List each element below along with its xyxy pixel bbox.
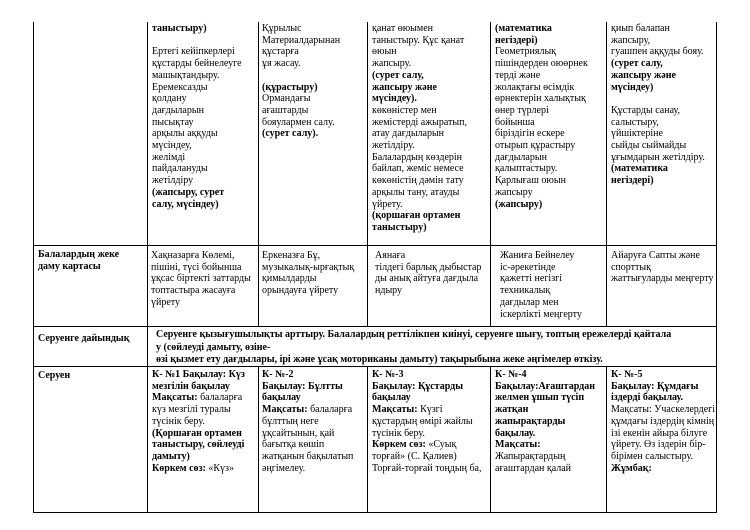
cell-line: құмдағы іздердің кімнің — [611, 415, 715, 427]
cell-line: машықтандыру. — [152, 69, 220, 81]
cell-line: Мақсаты: Учаскелердегі — [611, 404, 715, 416]
cell-line: техникалық — [500, 285, 551, 297]
cell-line: бақылау. — [495, 427, 536, 439]
cell-line: атау дағдыларын — [372, 128, 445, 140]
cell-line: Жаниға Бейнелеу — [500, 250, 575, 261]
cell-line: (жапсыру, сурет — [152, 186, 225, 198]
cell-line: бойынша — [495, 116, 535, 128]
cell-line: ндыру — [375, 285, 403, 297]
cell-line: құстарды бейнелеуге — [152, 58, 242, 70]
cell-line: сыйды сыймайды — [611, 140, 687, 152]
cell-line: торғай» (С. Қалиев) — [372, 450, 457, 462]
cell-line: Бақылау: Бұлтты — [262, 380, 343, 392]
cell-line: өрнектерін халықтық — [495, 93, 586, 105]
walk-cell-2 — [262, 369, 365, 512]
cell-line: Еркеназға Бұ, — [262, 250, 321, 261]
cell-line: көкөністер мен — [372, 104, 437, 116]
cell-line: Еремексазды — [152, 81, 208, 93]
walk-cell-5 — [611, 369, 715, 512]
cell-line: күз мезгілі туралы — [152, 404, 231, 416]
cell-line: ұғымдарын жетілдіру. — [611, 151, 705, 163]
cell-line: таныстыру) — [152, 23, 207, 34]
cell-line: ұқсас біртекті заттарды — [151, 273, 251, 285]
cell-line: (математика — [495, 23, 552, 34]
cell-line: Материалдарынан — [262, 34, 341, 46]
cell-line: қимылдарды — [262, 273, 317, 285]
cell-line — [372, 439, 488, 451]
cell-line: жапсыру, — [611, 34, 651, 46]
cell-line: орындауға үйрету — [262, 285, 339, 297]
development-cell-2 — [262, 250, 365, 297]
cell-line: Балалардың көздерін — [372, 151, 463, 163]
column-divider-4b — [490, 366, 491, 513]
cell-line: бағытқа көшіп — [262, 439, 325, 451]
development-row-heading — [38, 249, 119, 273]
cell-line: мүсіндеу). — [372, 93, 417, 105]
walk-row-heading — [38, 370, 70, 382]
table-border-bottom — [33, 512, 717, 513]
activities-cell-5 — [611, 23, 715, 245]
column-divider-2b — [258, 366, 259, 513]
development-cell-3 — [375, 250, 488, 297]
walk-prep-heading-text: Серуенге дайындық — [38, 333, 130, 344]
cell-line: түсінік беру. — [372, 427, 425, 439]
cell-line: салыстыру, — [611, 116, 659, 128]
cell-line — [372, 404, 488, 416]
cell-line: тілдегі барлық дыбыстар — [375, 261, 482, 273]
cell-line: әңгімелеу. — [262, 462, 306, 474]
walk-cell-4 — [495, 369, 605, 512]
cell-line: ұқсайтынын, қай — [262, 427, 335, 439]
cell-line: бұлттың неге — [262, 415, 319, 427]
cell-line: Ормандағы — [262, 93, 311, 105]
table-border-right — [716, 22, 717, 513]
cell-line: қиып балапан — [611, 23, 670, 34]
cell-line: терді және — [495, 69, 541, 81]
development-cell-1 — [151, 250, 257, 309]
cell-line — [152, 35, 256, 47]
activities-cell-1 — [152, 23, 256, 245]
cell-line: негіздері) — [611, 175, 654, 187]
cell-line: Хақназарға Көлемі, — [151, 250, 235, 261]
cell-line: мезгілін бақылау — [152, 380, 230, 392]
cell-line: пішіні, түсі бойынша — [151, 261, 242, 273]
cell-line: (сурет салу). — [262, 128, 319, 140]
walk-cell-3 — [372, 369, 488, 512]
cell-line: жаттығуларды меңгерту — [611, 273, 714, 285]
cell-line-key: Көркем сөз: — [372, 439, 426, 451]
cell-line: (сурет салу, — [372, 69, 424, 81]
cell-line: Бақылау: Құмдағы — [611, 380, 699, 392]
column-divider-4 — [490, 22, 491, 326]
cell-line: дағдыларын — [495, 151, 547, 163]
cell-line: жапырақтарды — [495, 415, 566, 427]
cell-line: жапсыру. — [372, 58, 412, 70]
cell-line: Мақсаты: — [495, 439, 541, 451]
cell-line: жемістерді ажыратып, — [372, 116, 467, 128]
cell-line: гуашпен аққуды бояу. — [611, 46, 704, 58]
cell-line-key: Мақсаты: — [152, 392, 198, 404]
cell-line: ағаштарды — [262, 104, 309, 116]
cell-line-rest: балаларға — [197, 392, 243, 404]
cell-line: К- №-3 — [372, 369, 404, 380]
cell-line: музыкалық-ырғақтық — [262, 261, 355, 273]
development-heading-line-1: Балалардың жеке — [38, 249, 120, 260]
cell-line — [262, 70, 365, 82]
cell-line: көкөністің дәмін тату — [372, 175, 464, 187]
activities-cell-2 — [262, 23, 365, 245]
cell-line-rest: «Суық — [425, 439, 457, 451]
cell-line: дамыту) — [152, 450, 190, 462]
column-divider-2 — [258, 22, 259, 326]
cell-line-rest: балаларға — [307, 404, 353, 416]
walk-prep-row-heading — [38, 333, 129, 345]
cell-line: үйрету — [151, 296, 181, 308]
cell-line: таныстыру. Құс қанат — [372, 34, 465, 46]
cell-line: түсінік беру. — [152, 415, 205, 427]
cell-line: Қарлығаш оюын — [495, 175, 566, 187]
cell-line — [262, 404, 365, 416]
cell-line: (Қоршаған ортамен — [152, 427, 242, 439]
column-divider-5 — [606, 22, 607, 326]
cell-line: К- №-2 — [262, 369, 294, 380]
development-cell-4 — [500, 250, 605, 320]
walk-prep-line-2: у (сөйлеуді дамыту, өзіне- — [156, 341, 271, 353]
cell-line: бояулармен салу. — [262, 116, 335, 128]
cell-line: үйрету. — [372, 198, 403, 210]
cell-line: байлап, жеміс немесе — [372, 163, 464, 175]
cell-line: дағдылар мен — [500, 296, 559, 308]
cell-line: таныстыру) — [372, 221, 427, 233]
cell-line: топтастыра жасауға — [151, 285, 236, 297]
walk-prep-description — [156, 329, 714, 367]
cell-line: бақылау — [262, 392, 301, 404]
cell-line: (математика — [611, 163, 668, 175]
cell-line: мүсіндеу) — [611, 81, 654, 93]
cell-line: жетілдіру — [152, 175, 194, 187]
row-divider-2 — [33, 326, 717, 327]
cell-line: спорттық — [611, 261, 651, 273]
activities-cell-4 — [495, 23, 605, 245]
walk-cell-1 — [152, 369, 256, 512]
cell-line: іс-әрекетінде — [500, 261, 556, 273]
cell-line: негіздері) — [495, 34, 538, 46]
cell-line: Геометриялық — [495, 46, 557, 58]
cell-line: іздерді бақылау. — [611, 392, 684, 404]
cell-line: (құрастыру) — [262, 81, 318, 93]
cell-line: желмен ұшып түсіп — [495, 392, 585, 404]
development-heading-line-2: даму картасы — [38, 261, 101, 272]
cell-line: жатқанын бақылатып — [262, 450, 354, 462]
cell-line: жапсыру және — [372, 81, 437, 93]
cell-line: Бақылау:Ағаштардан — [495, 380, 595, 392]
cell-line: қажетті негізгі — [500, 273, 563, 285]
cell-line: құстардың өмірі жайлы — [372, 415, 473, 427]
cell-line: К- №1 Бақылау: Күз — [152, 369, 245, 380]
cell-line: ұя жасау. — [262, 58, 301, 70]
cell-line: К- №-4 — [495, 369, 527, 380]
cell-line: Торғай-торғай тоңдың ба, — [372, 462, 482, 474]
cell-line: желімді — [152, 151, 186, 163]
cell-line: пішіндерден оюөрнек — [495, 58, 588, 70]
cell-line: ды анық айтуға дағдыла — [375, 273, 479, 285]
cell-line: қанат өюымен — [372, 23, 434, 34]
cell-line: бақылау — [372, 392, 411, 404]
column-divider-5b — [606, 366, 607, 513]
cell-line-key: Көркем сөз: — [152, 462, 206, 474]
cell-line: жолақтағы өсімдік — [495, 81, 575, 93]
cell-line: өнер түрлері — [495, 104, 549, 116]
cell-line: жатқан — [495, 404, 529, 416]
cell-line: жапсыру және — [611, 69, 676, 81]
column-divider-1 — [147, 22, 148, 513]
cell-line: қолдану — [152, 93, 187, 105]
cell-line: (сурет салу, — [611, 58, 663, 70]
cell-line: Жапырақтардың — [495, 450, 566, 462]
cell-line — [611, 93, 715, 105]
walk-prep-line-3: өзі қызмет ету дағдылары, ірі және ұсақ моториканы дамыту) тақырыбына жеке әңгімелер өткізу. — [156, 354, 603, 365]
cell-line: арқылы тану, атауды — [372, 186, 460, 198]
cell-line: салу, мүсіндеу) — [152, 198, 219, 210]
cell-line: Бақылау: Құстарды — [372, 380, 464, 392]
column-divider-3 — [367, 22, 368, 326]
cell-line: Құрылыс — [262, 23, 302, 34]
cell-line: дағдыларын — [152, 104, 204, 116]
row-divider-1 — [33, 245, 717, 246]
cell-line: жапсыру — [495, 186, 533, 198]
table-border-left — [33, 22, 34, 513]
cell-line-key: Мақсаты: — [372, 404, 418, 416]
column-divider-3b — [367, 366, 368, 513]
cell-line: ағаштардан қалай — [495, 462, 572, 474]
cell-line: үйрету. Өз іздерін бір- — [611, 439, 706, 451]
cell-line — [152, 463, 256, 475]
cell-line: отырып құрастыру — [495, 140, 576, 152]
walk-heading-text: Серуен — [38, 370, 71, 381]
activities-cell-3 — [372, 23, 488, 245]
cell-line: пысықтау — [152, 116, 194, 128]
cell-line: іскерлікті меңгерту — [500, 308, 582, 320]
cell-line: құстарға — [262, 46, 299, 58]
cell-line-rest: «Күз» — [205, 462, 234, 474]
cell-line: Құстарды санау, — [611, 104, 680, 116]
cell-line: К- №-5 — [611, 369, 643, 380]
cell-line: жетілдіру. — [372, 140, 415, 152]
cell-line-key: Мақсаты: — [262, 404, 308, 416]
cell-line: өюын — [372, 46, 397, 58]
cell-line: Ертегі кейіпкерлері — [152, 46, 235, 58]
walk-prep-line-1: Серуенге қызығушылықты арттыру. Балалардың реттілікпен киінуі, серуенге шығу, топтың ережелерді қайтала — [156, 329, 672, 340]
cell-line: біріздігін ескере — [495, 128, 565, 140]
cell-line: (қоршаған ортамен — [372, 210, 461, 222]
cell-line: Аянаға — [375, 250, 406, 261]
cell-line: мүсіндеу, — [152, 140, 192, 152]
development-cell-5 — [611, 250, 715, 285]
cell-line: (жапсыру) — [495, 198, 543, 210]
cell-line: бірімен салыстыру. — [611, 450, 693, 462]
cell-line: қалыптастыру. — [495, 163, 558, 175]
cell-line: үйшіктеріне — [611, 128, 663, 140]
cell-line-rest: Күзгі — [417, 404, 443, 416]
cell-line: Айаруға Сапты және — [611, 250, 700, 261]
cell-line: таныстыру, сөйлеуді — [152, 439, 245, 451]
cell-line: ізі екенін айыра білуге — [611, 427, 708, 439]
cell-line: пайдалануды — [152, 163, 208, 175]
cell-line: арқылы аққуды — [152, 128, 218, 140]
cell-line: Жұмбақ: — [611, 462, 652, 474]
cell-line — [152, 392, 256, 404]
